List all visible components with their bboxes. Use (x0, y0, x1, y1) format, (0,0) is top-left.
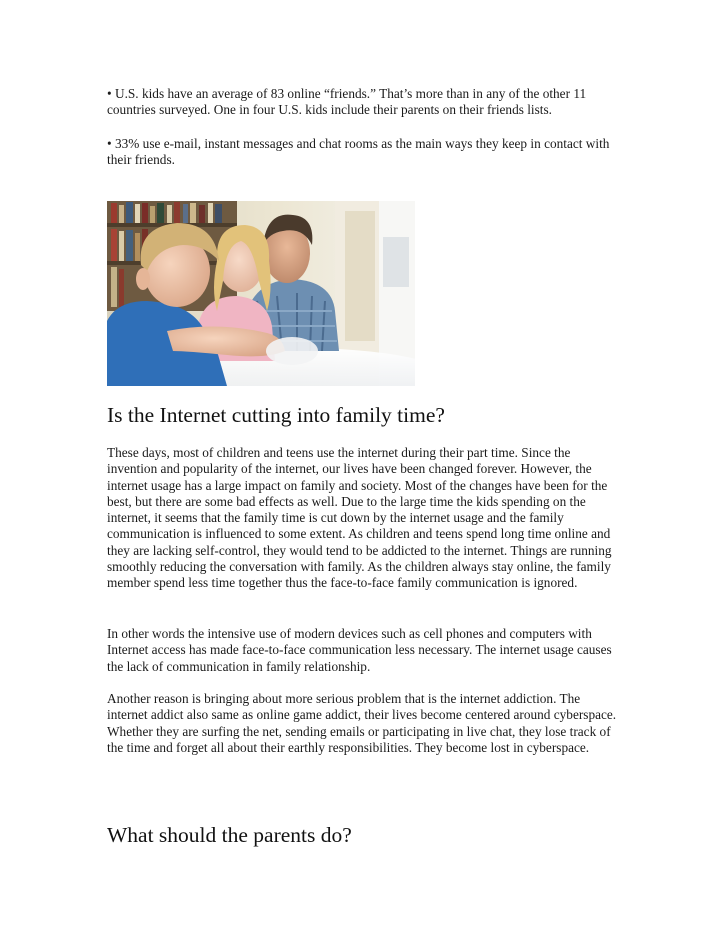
section-heading-parents: What should the parents do? (107, 823, 352, 847)
body-paragraph-1: These days, most of children and teens use the internet during their part time. Since the invention and popularity of the internet, our lives have been changed forever. However, the internet usage has a large impact on family and society. Most of the changes have been for the best, but there are some bad effects as well. Due to the large time the kids spending on the internet, it seems that the family time is cut down by the internet usage and the family communication is influenced to some extent. As children and teens spend long time online and they are lacking self-control, they would tend to be addicted to the internet. Things are running smoothly reducing the conversation with family. As the children always stay online, the family member spend less time together thus the face-to-face family communication is ignored. (107, 445, 612, 591)
body-paragraph-2: In other words the intensive use of modern devices such as cell phones and computers with Internet access has made face-to-face communication less necessary. The internet usage causes the lack of communication in family relationship. (107, 626, 612, 674)
section-heading-family-time: Is the Internet cutting into family time? (107, 403, 445, 427)
bullet-point-communication-methods: • 33% use e-mail, instant messages and chat rooms as the main ways they keep in contact with their friends. (107, 136, 610, 168)
family-computer-photo (107, 201, 415, 386)
body-paragraph-3: Another reason is bringing about more serious problem that is the internet addiction. The internet addict also same as online game addict, their lives become centered around cyberspace. Whether they are surfing the net, sending emails or participating in live chat, they lose track of the time and forget all about their earthly responsibilities. They become lost in cyberspace. (107, 691, 617, 755)
bullet-point-online-friends: • U.S. kids have an average of 83 online “friends.” That’s more than in any of the other 11 countries surveyed. One in four U.S. kids include their parents on their friends lists. (107, 86, 587, 118)
